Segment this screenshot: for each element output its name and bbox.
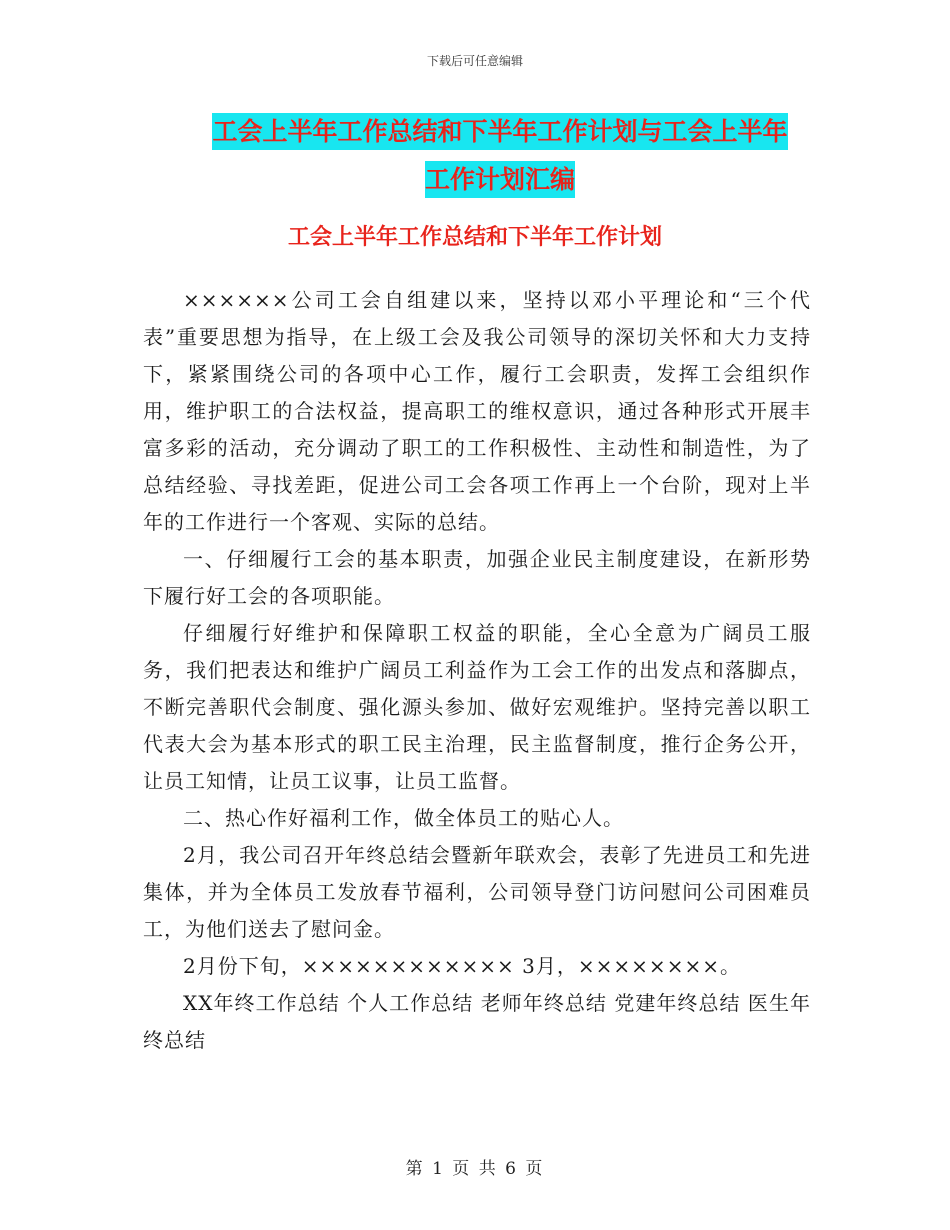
paragraph-february: 2月，我公司召开年终总结会暨新年联欢会，表彰了先进员工和先进集体，并为全体员工发放春节福利，公司领导登门访问慰问公司困难员工，为他们送去了慰问金。 xyxy=(143,843,811,941)
body-text xyxy=(143,282,811,1059)
header-note: 下载后可任意编辑 xyxy=(426,54,523,68)
paragraph-heading-2: 二、热心作好福利工作，做全体员工的贴心人。 xyxy=(183,806,624,830)
paragraph-heading-1: 一、仔细履行工会的基本职责，加强企业民主制度建设，在新形势下履行好工会的各项职能。 xyxy=(143,547,811,608)
section-title: 工会上半年工作总结和下半年工作计划 xyxy=(287,224,662,250)
title-line-1: 工会上半年工作总结和下半年工作计划与工会上半年 xyxy=(212,113,787,150)
paragraph-late-february: 2月份下旬，×××××××××××× 3月，××××××××。 xyxy=(183,954,741,978)
paragraph-intro: ××××××公司工会自组建以来，坚持以邓小平理论和“三个代表”重要思想为指导，在上级工会及我公司领导的深切关怀和大力支持下，紧紧围绕公司的各项中心工作，履行工会职责，发挥工会组织作用，维护职工的合法权益，提高职工的维权意识，通过各种形式开展丰富多彩的活动，充分调动了职工的工作积极性、主动性和制造性，为了总结经验、寻找差距，促进公司工会各项工作再上一个台阶，现对上半年的工作进行一个客观、实际的总结。 xyxy=(143,288,811,534)
page-footer: 第 1 页 共 6 页 xyxy=(405,1159,545,1179)
paragraph-links: XX年终工作总结 个人工作总结 老师年终总结 党建年终总结 医生年终总结 xyxy=(143,991,811,1052)
paragraph-duties: 仔细履行好维护和保障职工权益的职能，全心全意为广阔员工服务，我们把表达和维护广阔员工利益作为工会工作的出发点和落脚点，不断完善职代会制度、强化源头参加、做好宏观维护。坚持完善以职工代表大会为基本形式的职工民主治理，民主监督制度，推行企务公开，让员工知情，让员工议事，让员工监督。 xyxy=(143,621,811,793)
document-title xyxy=(190,108,810,204)
title-line-2: 工作计划汇编 xyxy=(425,161,575,198)
